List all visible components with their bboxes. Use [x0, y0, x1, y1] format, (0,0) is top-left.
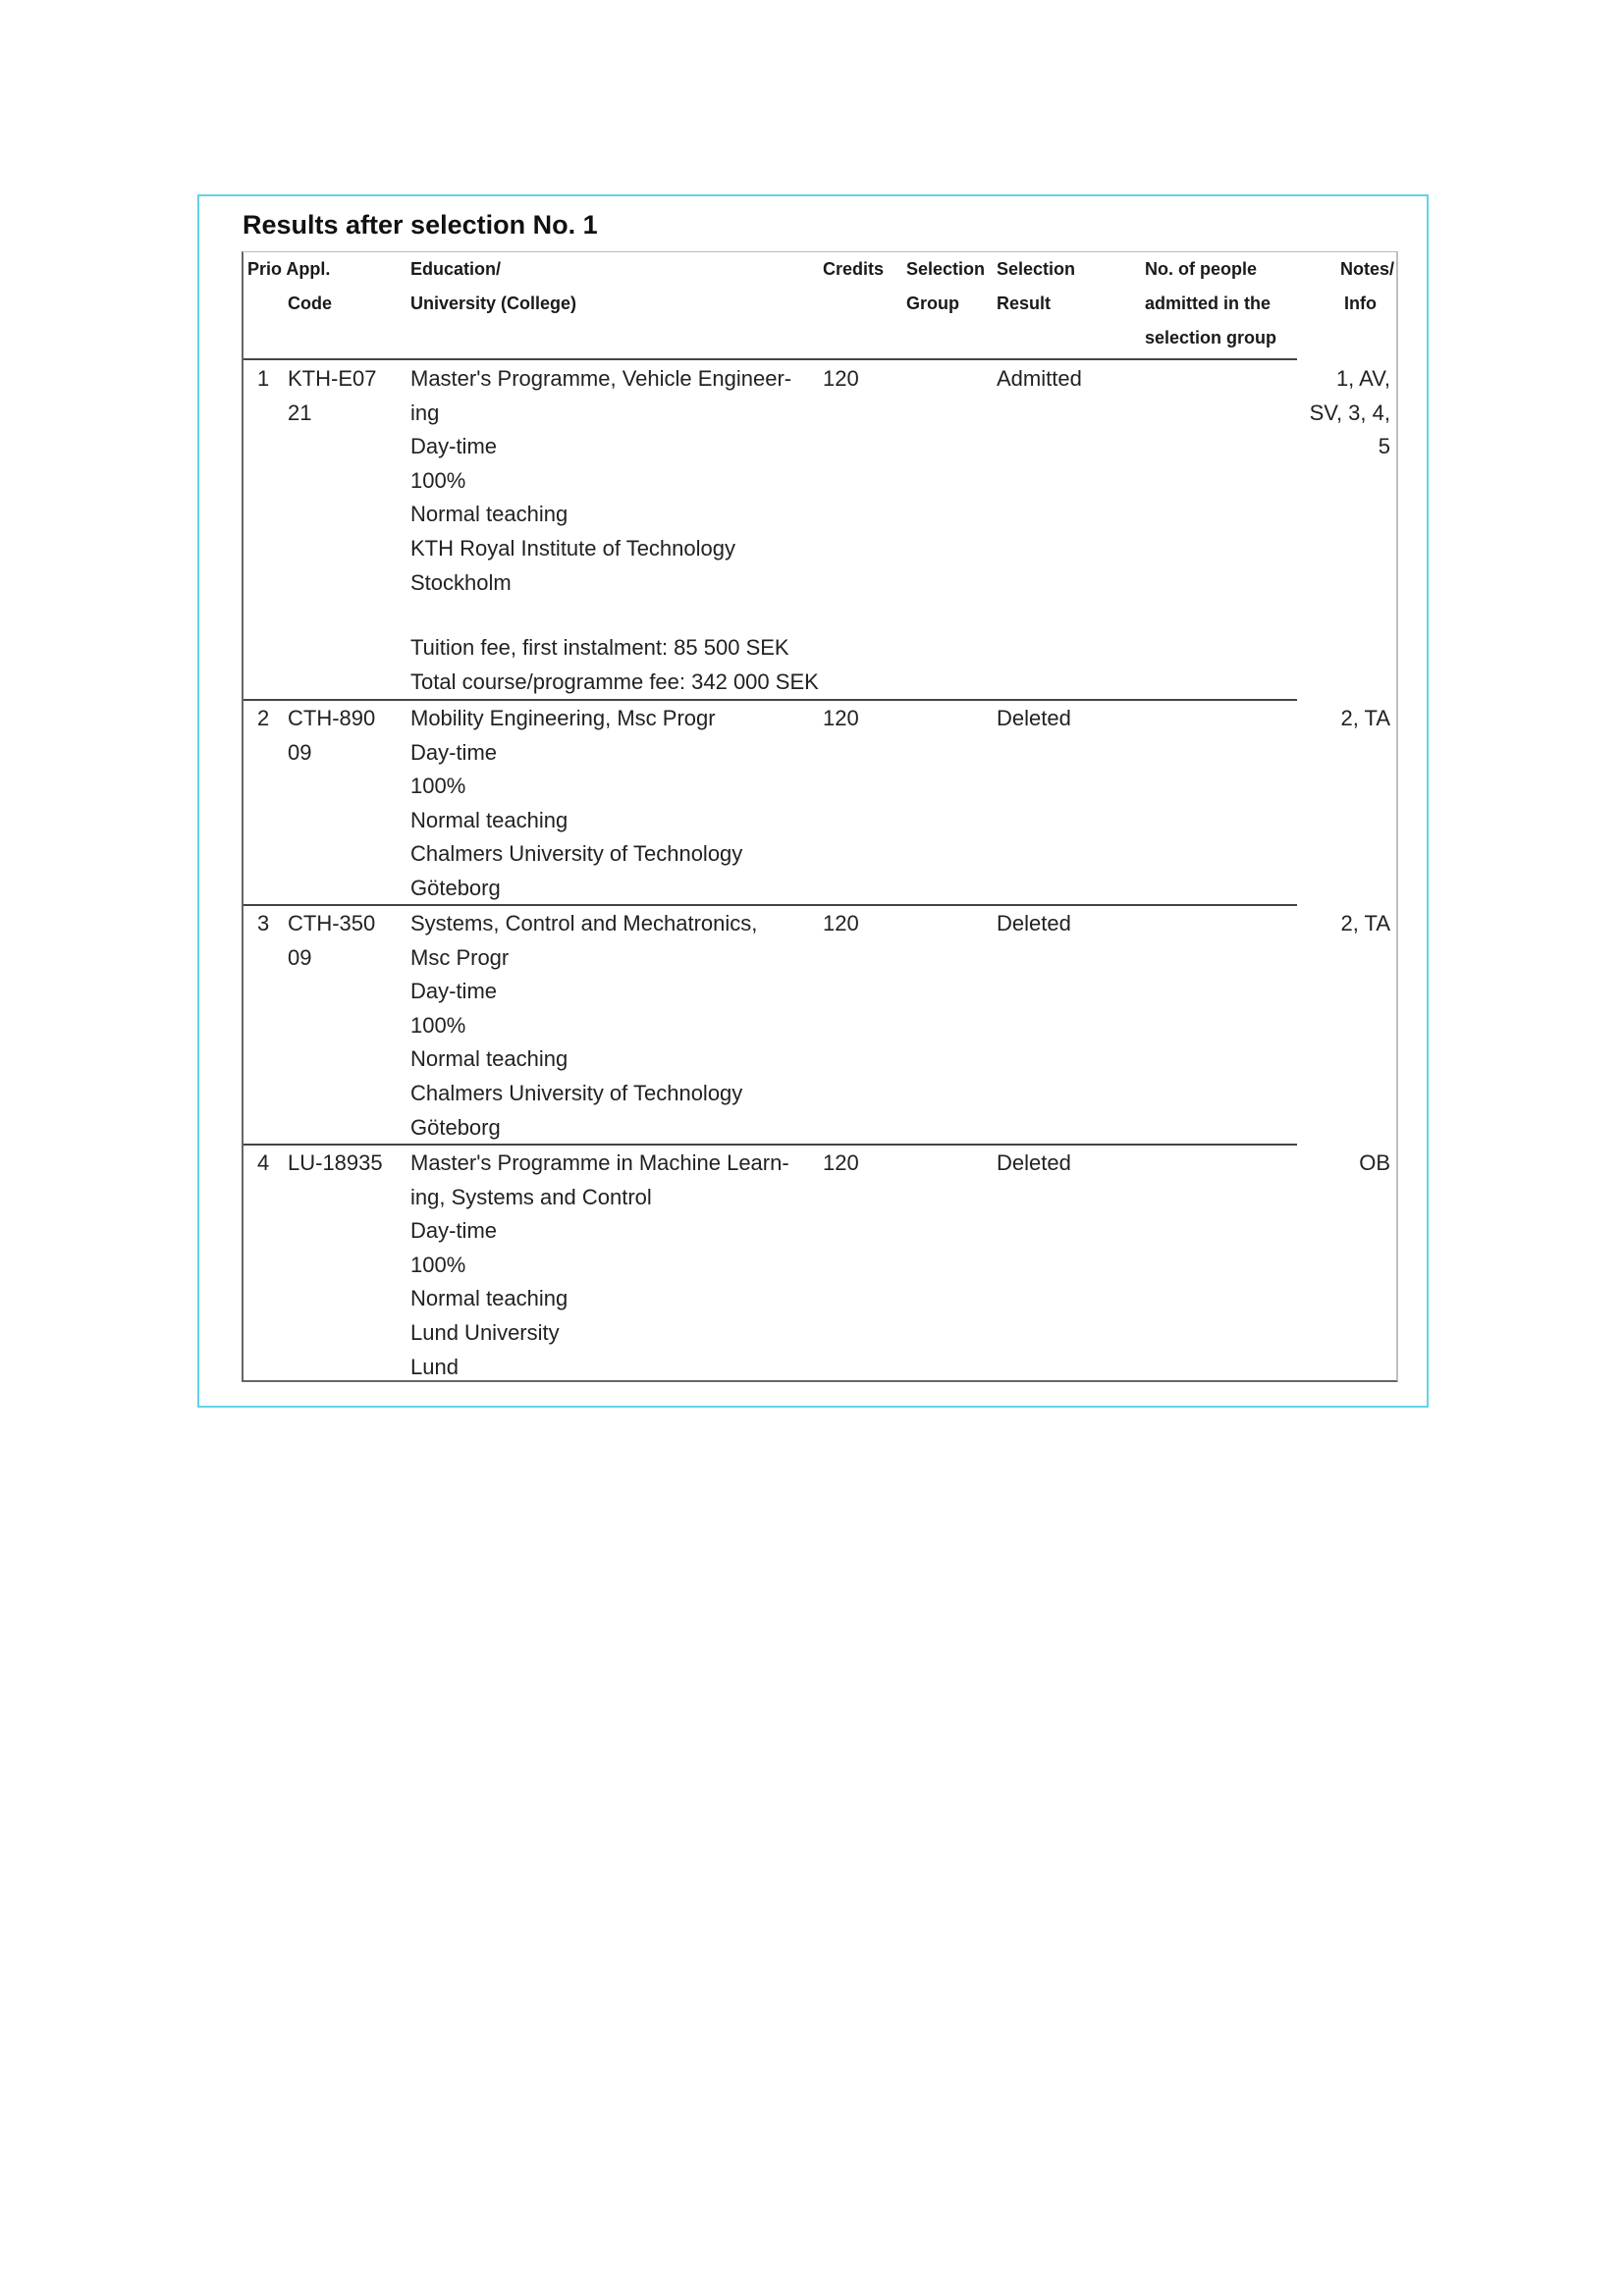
row-divider — [244, 1144, 1297, 1146]
education-line: Day-time — [410, 1218, 498, 1244]
row-education — [410, 702, 742, 906]
row-selection-result: Deleted — [997, 911, 1071, 935]
row-prio: 1 — [257, 366, 270, 391]
notes-line: 2, TA — [1340, 706, 1390, 730]
row-divider — [244, 699, 1297, 701]
code-line: CTH-890 — [288, 706, 376, 730]
education-line: 100% — [410, 467, 466, 493]
education-line: Stockholm — [410, 569, 512, 595]
header-notes-1: Notes/ — [1339, 259, 1394, 279]
notes-line: 1, AV, — [1335, 366, 1390, 391]
row-appl-code — [288, 907, 375, 975]
header-admitted-2: admitted in the — [1145, 294, 1272, 313]
education-line: Msc Progr — [410, 944, 510, 970]
row-prio: 2 — [257, 706, 270, 730]
row-prio: 4 — [257, 1150, 270, 1175]
education-line: 100% — [410, 774, 466, 799]
row-divider — [244, 904, 1297, 906]
education-line: Normal teaching — [410, 1286, 568, 1311]
results-table — [242, 251, 1398, 1382]
header-divider — [244, 358, 1297, 360]
header-admitted-1: No. of people — [1145, 259, 1257, 279]
education-line: Normal teaching — [410, 807, 568, 832]
header-selection-group-1: Selection — [906, 259, 986, 279]
row-education — [410, 1147, 789, 1384]
education-line: ing, Systems and Control — [410, 1184, 652, 1209]
row-notes — [1340, 702, 1390, 736]
row-appl-code — [288, 702, 375, 770]
education-line: Göteborg — [410, 875, 501, 900]
row-prio: 3 — [257, 911, 270, 935]
row-selection-result: Deleted — [997, 1150, 1071, 1175]
row-appl-code — [288, 1147, 383, 1181]
row-credits: 120 — [823, 911, 859, 935]
row-education — [410, 362, 819, 699]
education-line: Chalmers University of Technology — [410, 841, 743, 867]
notes-line: SV, 3, 4, — [1309, 400, 1390, 425]
header-university: University (College) — [410, 294, 577, 313]
education-line: Systems, Control and Mechatronics, — [410, 911, 758, 935]
header-prio-appl: Prio Appl. — [247, 259, 331, 279]
row-credits: 120 — [823, 706, 859, 730]
header-selection-result-1: Selection — [997, 259, 1076, 279]
row-notes — [1340, 907, 1390, 941]
row-notes — [1310, 362, 1390, 464]
notes-line: 5 — [1378, 434, 1390, 459]
education-line: Chalmers University of Technology — [410, 1080, 743, 1105]
education-line: Mobility Engineering, Msc Progr — [410, 706, 716, 730]
code-line: LU-18935 — [288, 1150, 383, 1175]
notes-line: OB — [1359, 1150, 1390, 1175]
code-line: 09 — [288, 739, 312, 765]
header-credits: Credits — [823, 259, 885, 279]
education-line: Lund — [410, 1354, 459, 1379]
notes-line: 2, TA — [1340, 911, 1390, 935]
code-line: 21 — [288, 400, 312, 425]
header-selection-group-2: Group — [906, 294, 959, 313]
fee-line: Tuition fee, first instalment: 85 500 SEK — [410, 635, 789, 661]
education-line: Day-time — [410, 434, 498, 459]
fee-line: Total course/programme fee: 342 000 SEK — [410, 668, 819, 694]
education-line: Master's Programme in Machine Learn- — [410, 1150, 789, 1175]
header-selection-result-2: Result — [997, 294, 1052, 313]
education-line: Day-time — [410, 739, 498, 765]
page-title: Results after selection No. 1 — [243, 210, 598, 240]
education-line: Normal teaching — [410, 1046, 568, 1072]
row-notes — [1359, 1147, 1390, 1181]
education-line: 100% — [410, 1012, 466, 1038]
code-line: 09 — [288, 944, 312, 970]
education-line: Göteborg — [410, 1114, 501, 1140]
row-education — [410, 907, 757, 1145]
row-selection-result: Deleted — [997, 706, 1071, 730]
education-line: Master's Programme, Vehicle Engineer- — [410, 366, 792, 391]
education-line: Day-time — [410, 979, 498, 1004]
header-admitted-3: selection group — [1145, 328, 1277, 347]
education-line: Lund University — [410, 1319, 560, 1345]
education-line: Normal teaching — [410, 502, 568, 527]
code-line: CTH-350 — [288, 911, 376, 935]
spacer — [410, 600, 819, 631]
header-code: Code — [288, 294, 332, 313]
education-line: 100% — [410, 1252, 466, 1277]
row-selection-result: Admitted — [997, 366, 1082, 391]
header-education: Education/ — [410, 259, 502, 279]
header-notes-2: Info — [1344, 294, 1377, 313]
code-line: KTH-E07 — [288, 366, 377, 391]
row-credits: 120 — [823, 1150, 859, 1175]
education-line: ing — [410, 400, 440, 425]
results-panel — [197, 194, 1429, 1408]
row-appl-code — [288, 362, 376, 430]
education-line: KTH Royal Institute of Technology — [410, 535, 735, 561]
row-credits: 120 — [823, 366, 859, 391]
